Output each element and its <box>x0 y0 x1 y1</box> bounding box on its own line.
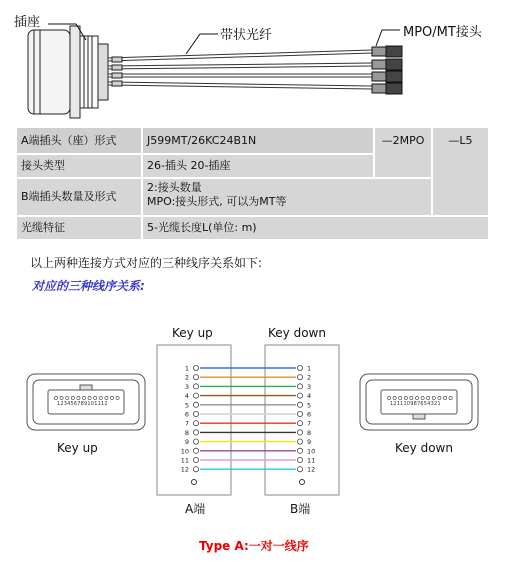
fiber-dot <box>66 396 69 399</box>
fiber-number-a: 1 <box>184 364 189 373</box>
fiber-dot <box>60 396 63 399</box>
fiber-number-b: 12 <box>307 465 316 474</box>
fiber-number-b: 4 <box>307 392 312 401</box>
diagram-caption: Type A:一对一线序 <box>199 539 309 553</box>
fiber-dot <box>449 396 452 399</box>
fiber-dot <box>443 396 446 399</box>
fiber-number-a: 3 <box>184 382 189 391</box>
fiber-number-a: 11 <box>180 456 189 465</box>
fiber-end-b <box>297 411 302 416</box>
wiring-diagram <box>0 330 523 530</box>
fiber-end-b <box>297 430 302 435</box>
fiber-dot <box>387 396 390 399</box>
spec-value-line: 2:接头数量 <box>147 181 202 194</box>
spec-row-label: 光缆特征 <box>17 217 141 239</box>
fiber-end-a <box>193 421 198 426</box>
spec-row-value: 5-光缆长度L(单位: m) <box>143 217 488 239</box>
fiber-dot <box>77 396 80 399</box>
fiber-number-b: 5 <box>307 401 312 410</box>
spec-row-label: A端插头（座）形式 <box>17 128 141 153</box>
section-heading: 对应的三种线序关系: <box>32 279 145 293</box>
fiber-number-b: 6 <box>307 410 312 419</box>
ribbon-fiber-label: 带状光纤 <box>220 28 273 43</box>
spec-row-label: B端插头数量及形式 <box>17 179 141 215</box>
fiber-dot <box>427 396 430 399</box>
fiber-end-b <box>297 439 302 444</box>
fiber-end-b <box>297 467 302 472</box>
fiber-dot <box>432 396 435 399</box>
fiber-number-a: 4 <box>184 392 189 401</box>
fiber-dot <box>438 396 441 399</box>
fiber-dot <box>421 396 424 399</box>
fiber-end-a <box>193 457 198 462</box>
circular-socket-drawing <box>28 26 108 118</box>
fiber-dot <box>415 396 418 399</box>
fiber-dot <box>88 396 91 399</box>
fiber-number-b: 3 <box>307 382 312 391</box>
socket-label: 插座 <box>14 15 41 30</box>
spec-row-value: 26-插头 20-插座 <box>143 155 373 177</box>
ribbon-fibers-drawing <box>108 50 372 89</box>
cable-illustration <box>0 0 523 122</box>
fiber-number-a: 5 <box>184 401 189 410</box>
fiber-end-b <box>297 448 302 453</box>
fiber-number-b: 11 <box>307 456 316 465</box>
fiber-end-a <box>193 448 198 453</box>
fiber-number-a: 6 <box>184 410 189 419</box>
block-a-pin <box>192 480 197 485</box>
fiber-number-b: 2 <box>307 373 312 382</box>
right-connector-label: Key down <box>395 441 453 455</box>
mpo-connector-label: MPO/MT接头 <box>403 25 482 40</box>
fiber-number-a: 7 <box>184 419 189 428</box>
fiber-dot <box>99 396 102 399</box>
fiber-end-b <box>297 457 302 462</box>
fiber-end-a <box>193 467 198 472</box>
fiber-end-a <box>193 402 198 407</box>
fiber-dot <box>54 396 57 399</box>
fiber-dot <box>105 396 108 399</box>
fiber-number-b: 7 <box>307 419 312 428</box>
fiber-number-b: 1 <box>307 364 312 373</box>
fiber-end-a <box>193 375 198 380</box>
fiber-end-a <box>193 393 198 398</box>
fiber-dot <box>116 396 119 399</box>
fiber-number-a: 2 <box>184 373 189 382</box>
fiber-dot <box>404 396 407 399</box>
code-length-cell: —L5 <box>433 128 488 215</box>
fiber-end-a <box>193 439 198 444</box>
spec-value-line: MPO:接头形式, 可以为MT等 <box>147 195 287 208</box>
fiber-dot <box>399 396 402 399</box>
fiber-number-a: 9 <box>184 438 189 447</box>
socket-boots-drawing <box>112 57 122 86</box>
mpo-connectors-drawing <box>372 46 402 94</box>
left-fiber-numbers: 123456789101112 <box>57 401 108 407</box>
fiber-number-b: 8 <box>307 428 312 437</box>
fiber-end-b <box>297 393 302 398</box>
fiber-end-b <box>297 365 302 370</box>
spec-row-label: 接头类型 <box>17 155 141 177</box>
fiber-number-a: 12 <box>180 465 189 474</box>
right-fiber-numbers: 121110987654321 <box>390 401 441 407</box>
fiber-number-a: 8 <box>184 428 189 437</box>
fiber-dot <box>71 396 74 399</box>
fiber-number-b: 9 <box>307 438 312 447</box>
fiber-end-b <box>297 375 302 380</box>
block-a-bottom-label: A端 <box>185 502 206 516</box>
fiber-end-a <box>193 384 198 389</box>
fiber-end-b <box>297 421 302 426</box>
fiber-number-b: 10 <box>307 447 316 456</box>
block-b-bottom-label: B端 <box>290 502 311 516</box>
code-mpo-cell: —2MPO <box>375 128 431 177</box>
fiber-end-a <box>193 430 198 435</box>
fiber-dot <box>393 396 396 399</box>
fiber-end-b <box>297 402 302 407</box>
fiber-dot <box>82 396 85 399</box>
block-a-top-label: Key up <box>172 326 213 340</box>
fiber-dot <box>410 396 413 399</box>
spec-table <box>17 128 488 240</box>
fiber-dot <box>110 396 113 399</box>
intro-note: 以上两种连接方式对应的三种线序关系如下: <box>30 256 263 270</box>
fiber-end-b <box>297 384 302 389</box>
spec-row-value-multiline <box>143 179 431 215</box>
left-connector-label: Key up <box>57 441 98 455</box>
block-b-top-label: Key down <box>268 326 326 340</box>
fiber-dot <box>94 396 97 399</box>
fiber-end-a <box>193 411 198 416</box>
fiber-end-a <box>193 365 198 370</box>
block-b-pin <box>300 480 305 485</box>
spec-row-value: J599MT/26KC24B1N <box>143 128 373 153</box>
fiber-number-a: 10 <box>180 447 189 456</box>
